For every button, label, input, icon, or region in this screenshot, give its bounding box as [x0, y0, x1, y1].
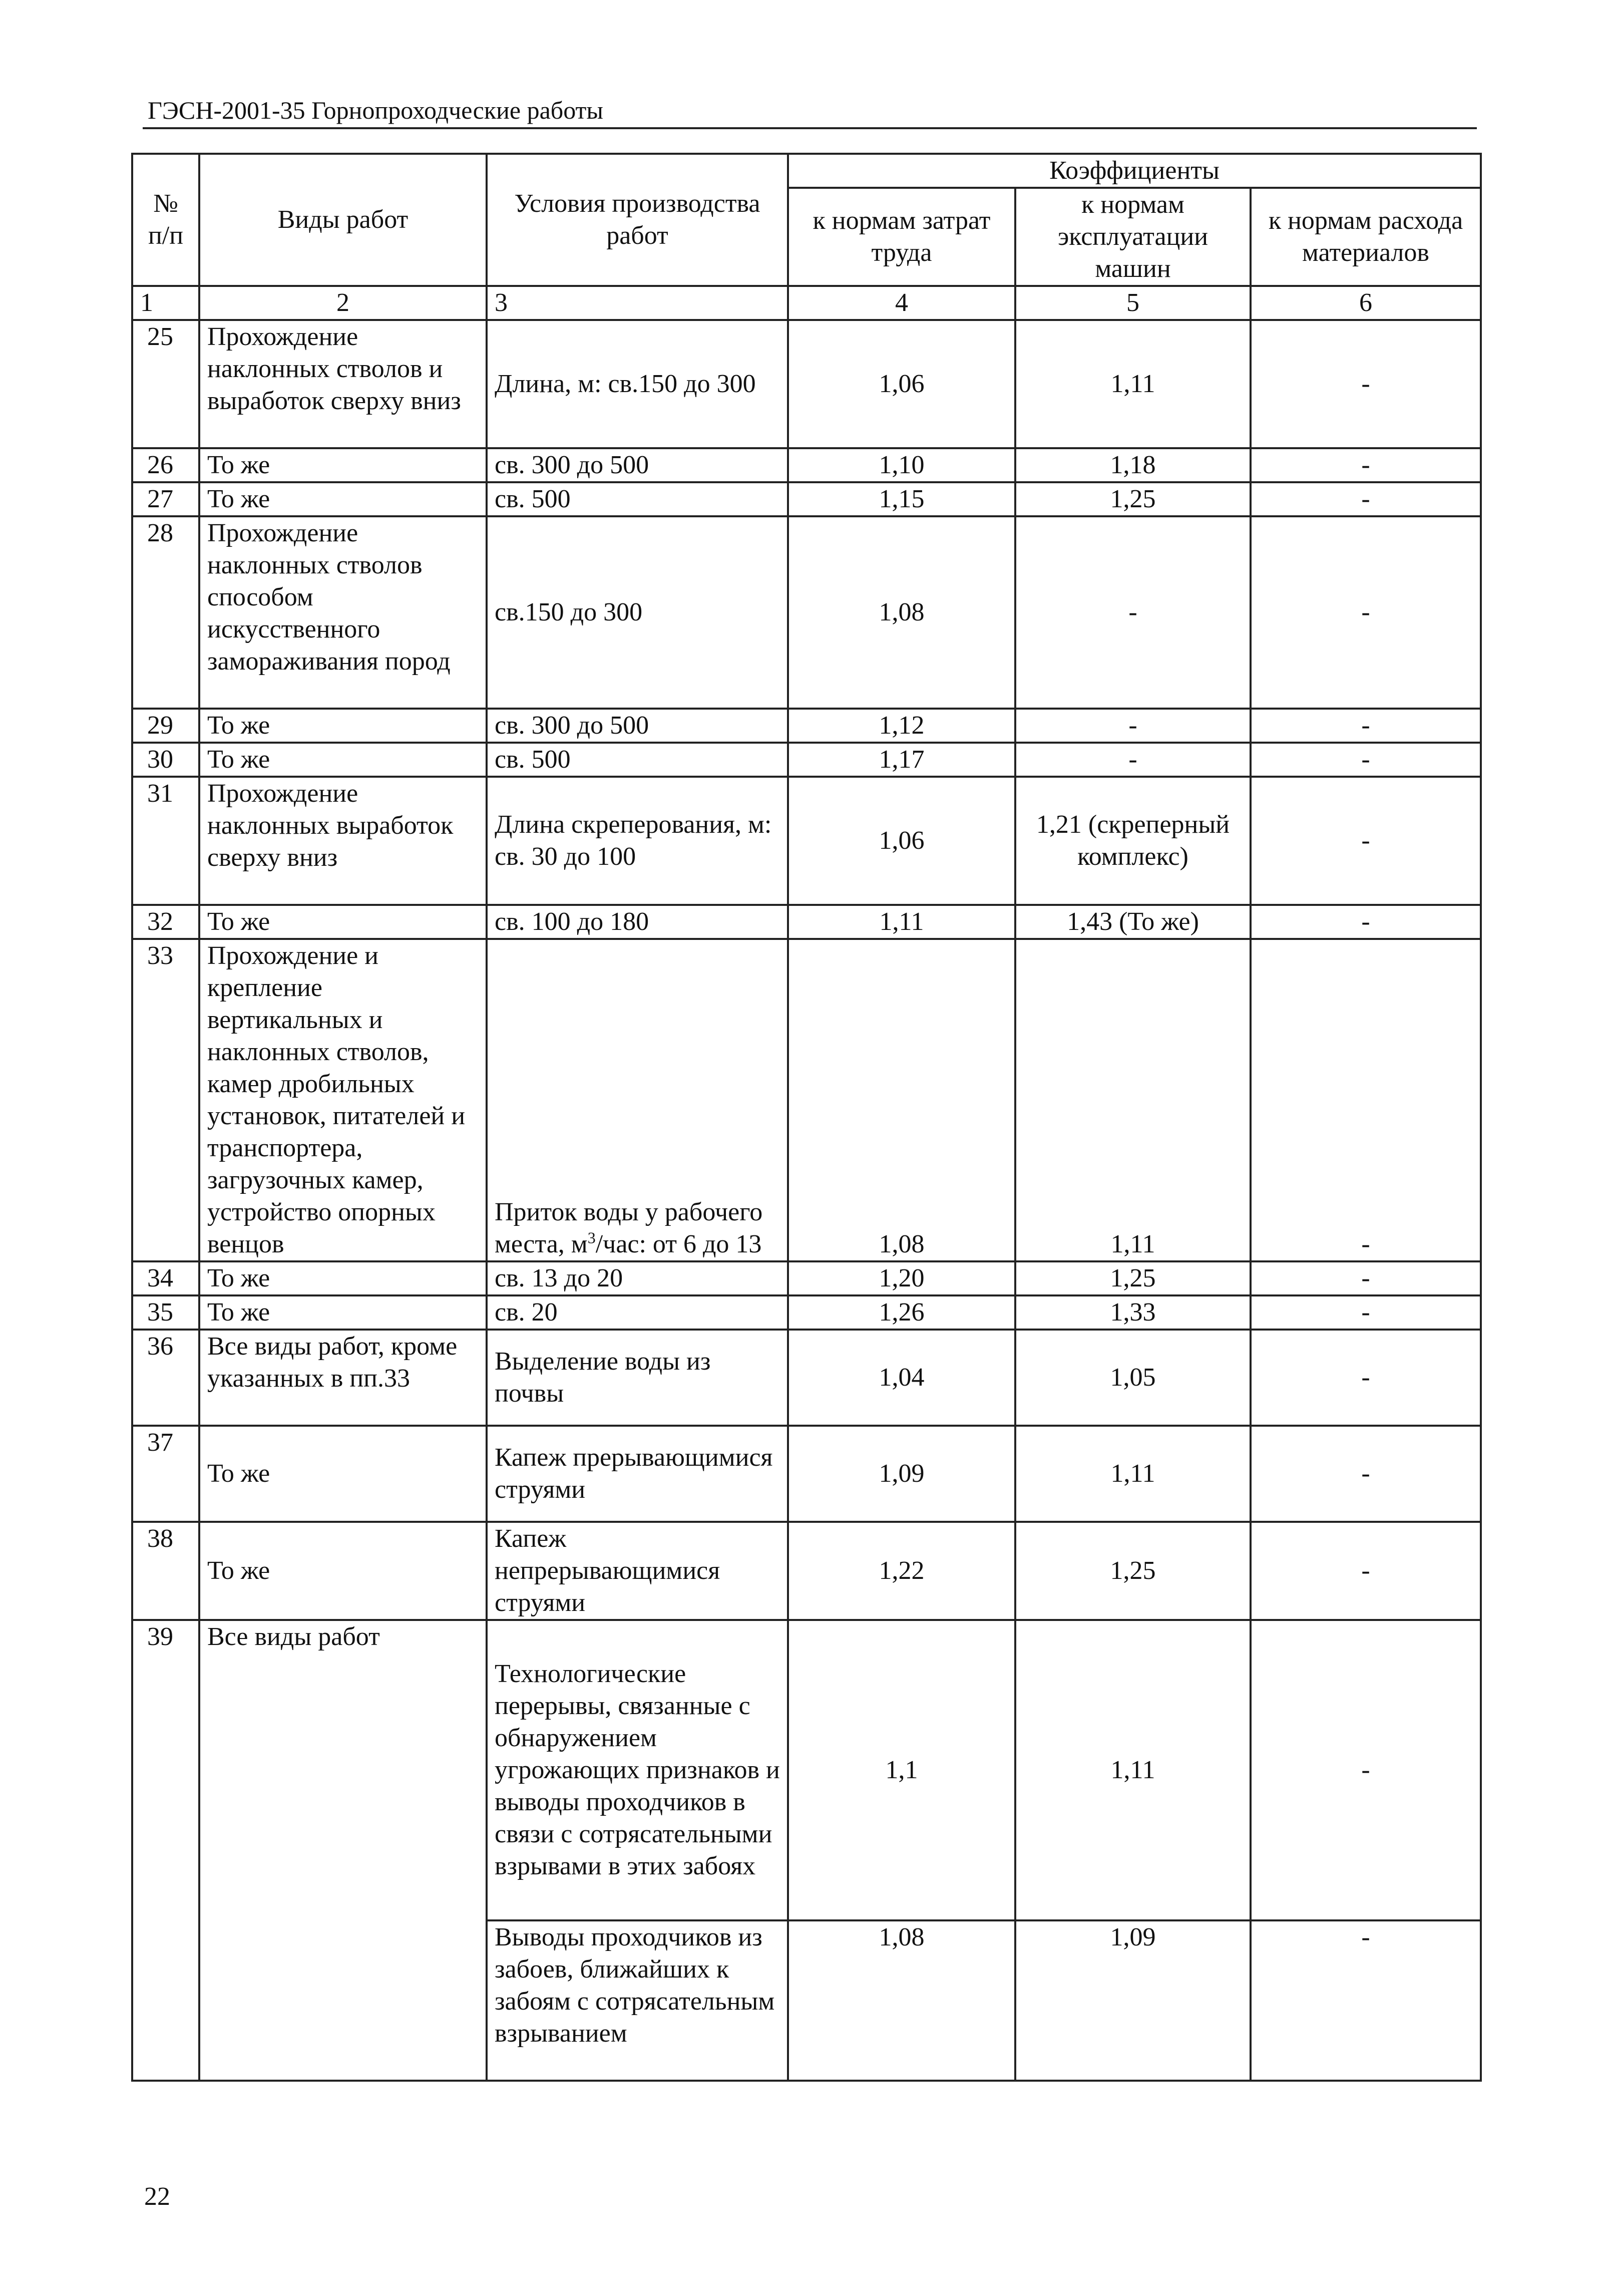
header-machines: к нормам эксплуатации машин	[1015, 188, 1251, 286]
work-type: То же	[199, 1295, 487, 1330]
work-type: Все виды работ, кроме указанных в пп.33	[199, 1330, 487, 1426]
labor-coefficient: 1,06	[788, 777, 1015, 905]
table-row	[132, 709, 1481, 743]
materials-coefficient: -	[1251, 777, 1481, 905]
labor-coefficient: 1,06	[788, 320, 1015, 448]
labor-coefficient: 1,20	[788, 1261, 1015, 1295]
work-condition: Капеж прерывающимися струями	[487, 1426, 788, 1522]
row-number: 30	[132, 743, 199, 777]
materials-coefficient: -	[1251, 1920, 1481, 2081]
row-number: 32	[132, 905, 199, 939]
labor-coefficient: 1,08	[788, 516, 1015, 709]
materials-coefficient: -	[1251, 1620, 1481, 1920]
materials-coefficient: -	[1251, 1261, 1481, 1295]
work-condition: Выводы проходчиков из забоев, ближайших к забоям с сотрясательным взрыванием	[487, 1920, 788, 2081]
work-condition: св. 500	[487, 743, 788, 777]
work-type: Прохождение наклонных выработок сверху вниз	[199, 777, 487, 905]
work-condition: Капеж непрерывающимися струями	[487, 1522, 788, 1620]
row-number: 35	[132, 1295, 199, 1330]
row-number: 36	[132, 1330, 199, 1426]
col-number: 2	[199, 286, 487, 320]
machines-coefficient: -	[1015, 743, 1251, 777]
labor-coefficient: 1,22	[788, 1522, 1015, 1620]
col-number: 1	[132, 286, 199, 320]
machines-coefficient: 1,05	[1015, 1330, 1251, 1426]
materials-coefficient: -	[1251, 709, 1481, 743]
table-row	[132, 448, 1481, 482]
work-condition: св. 13 до 20	[487, 1261, 788, 1295]
materials-coefficient: -	[1251, 482, 1481, 516]
table-row	[132, 1620, 1481, 1920]
machines-coefficient: 1,18	[1015, 448, 1251, 482]
condition-text-cont: /час: от 6 до 13	[595, 1230, 762, 1258]
work-condition: св. 20	[487, 1295, 788, 1330]
row-number: 25	[132, 320, 199, 448]
labor-coefficient: 1,17	[788, 743, 1015, 777]
row-number: 29	[132, 709, 199, 743]
work-type: То же	[199, 905, 487, 939]
header-num: № п/п	[132, 154, 199, 286]
table-row	[132, 320, 1481, 448]
work-condition: Длина скреперования, м: св. 30 до 100	[487, 777, 788, 905]
row-number: 37	[132, 1426, 199, 1522]
materials-coefficient: -	[1251, 1330, 1481, 1426]
row-number: 26	[132, 448, 199, 482]
table-row	[132, 777, 1481, 905]
header-title: ГЭСН-2001-35 Горнопроходческие работы	[148, 96, 603, 124]
work-condition: Технологические перерывы, связанные с обнаружением угрожающих признаков и выводы проходчиков в связи с сотрясательными взрывами в этих забоях	[487, 1620, 788, 1920]
condition-superscript: 3	[587, 1228, 596, 1247]
table-row	[132, 743, 1481, 777]
header-materials: к нормам расхода материалов	[1251, 188, 1481, 286]
row-number: 28	[132, 516, 199, 709]
machines-coefficient: 1,09	[1015, 1920, 1251, 2081]
col-number: 4	[788, 286, 1015, 320]
work-condition: св. 100 до 180	[487, 905, 788, 939]
labor-coefficient: 1,04	[788, 1330, 1015, 1426]
work-condition: св. 300 до 500	[487, 709, 788, 743]
coefficients-table	[131, 153, 1482, 2082]
materials-coefficient: -	[1251, 516, 1481, 709]
machines-coefficient: 1,11	[1015, 939, 1251, 1261]
row-number: 34	[132, 1261, 199, 1295]
work-condition	[487, 939, 788, 1261]
machines-coefficient: 1,25	[1015, 1261, 1251, 1295]
labor-coefficient: 1,08	[788, 1920, 1015, 2081]
work-condition: Выделение воды из почвы	[487, 1330, 788, 1426]
work-condition: св. 500	[487, 482, 788, 516]
work-type: Прохождение наклонных стволов способом искусственного замораживания пород	[199, 516, 487, 709]
materials-coefficient: -	[1251, 905, 1481, 939]
machines-coefficient: 1,11	[1015, 320, 1251, 448]
work-type: То же	[199, 743, 487, 777]
machines-coefficient: 1,11	[1015, 1426, 1251, 1522]
machines-coefficient: 1,25	[1015, 482, 1251, 516]
work-condition: св. 300 до 500	[487, 448, 788, 482]
machines-coefficient: 1,21 (скреперный комплекс)	[1015, 777, 1251, 905]
machines-coefficient: 1,43 (То же)	[1015, 905, 1251, 939]
labor-coefficient: 1,10	[788, 448, 1015, 482]
work-type: То же	[199, 482, 487, 516]
col-number: 5	[1015, 286, 1251, 320]
table-row	[132, 1426, 1481, 1522]
machines-coefficient: -	[1015, 516, 1251, 709]
work-type: Прохождение и крепление вертикальных и наклонных стволов, камер дробильных установок, питателей и транспортера, загрузочных камер, устройство опорных венцов	[199, 939, 487, 1261]
row-number: 27	[132, 482, 199, 516]
work-type: Все виды работ	[199, 1620, 487, 2081]
labor-coefficient: 1,12	[788, 709, 1015, 743]
table-row	[132, 1295, 1481, 1330]
col-number: 6	[1251, 286, 1481, 320]
machines-coefficient: -	[1015, 709, 1251, 743]
row-number: 33	[132, 939, 199, 1261]
machines-coefficient: 1,11	[1015, 1620, 1251, 1920]
page-number: 22	[144, 2182, 170, 2211]
materials-coefficient: -	[1251, 743, 1481, 777]
work-type: То же	[199, 1261, 487, 1295]
column-numbers-row	[132, 286, 1481, 320]
table-row	[132, 939, 1481, 1261]
table-row	[132, 1330, 1481, 1426]
work-condition: св.150 до 300	[487, 516, 788, 709]
labor-coefficient: 1,1	[788, 1620, 1015, 1920]
materials-coefficient: -	[1251, 1426, 1481, 1522]
table-row	[132, 1261, 1481, 1295]
table-row	[132, 482, 1481, 516]
table-row	[132, 1522, 1481, 1620]
condition-text: Приток воды у рабочего места, м	[495, 1198, 763, 1258]
labor-coefficient: 1,08	[788, 939, 1015, 1261]
work-condition: Длина, м: св.150 до 300	[487, 320, 788, 448]
materials-coefficient: -	[1251, 448, 1481, 482]
materials-coefficient: -	[1251, 320, 1481, 448]
materials-coefficient: -	[1251, 939, 1481, 1261]
header-coefficients: Коэффициенты	[788, 154, 1481, 188]
work-type: То же	[199, 1426, 487, 1522]
work-type: То же	[199, 1522, 487, 1620]
work-type: То же	[199, 709, 487, 743]
labor-coefficient: 1,15	[788, 482, 1015, 516]
row-number: 39	[132, 1620, 199, 2081]
work-type: То же	[199, 448, 487, 482]
labor-coefficient: 1,09	[788, 1426, 1015, 1522]
running-header	[143, 94, 1477, 129]
table-row	[132, 516, 1481, 709]
labor-coefficient: 1,26	[788, 1295, 1015, 1330]
materials-coefficient: -	[1251, 1295, 1481, 1330]
row-number: 31	[132, 777, 199, 905]
materials-coefficient: -	[1251, 1522, 1481, 1620]
machines-coefficient: 1,25	[1015, 1522, 1251, 1620]
machines-coefficient: 1,33	[1015, 1295, 1251, 1330]
work-type: Прохождение наклонных стволов и выработок сверху вниз	[199, 320, 487, 448]
row-number: 38	[132, 1522, 199, 1620]
header-conditions: Условия производства работ	[487, 154, 788, 286]
table-row	[132, 905, 1481, 939]
header-work: Виды работ	[199, 154, 487, 286]
header-labor: к нормам затрат труда	[788, 188, 1015, 286]
col-number: 3	[487, 286, 788, 320]
labor-coefficient: 1,11	[788, 905, 1015, 939]
